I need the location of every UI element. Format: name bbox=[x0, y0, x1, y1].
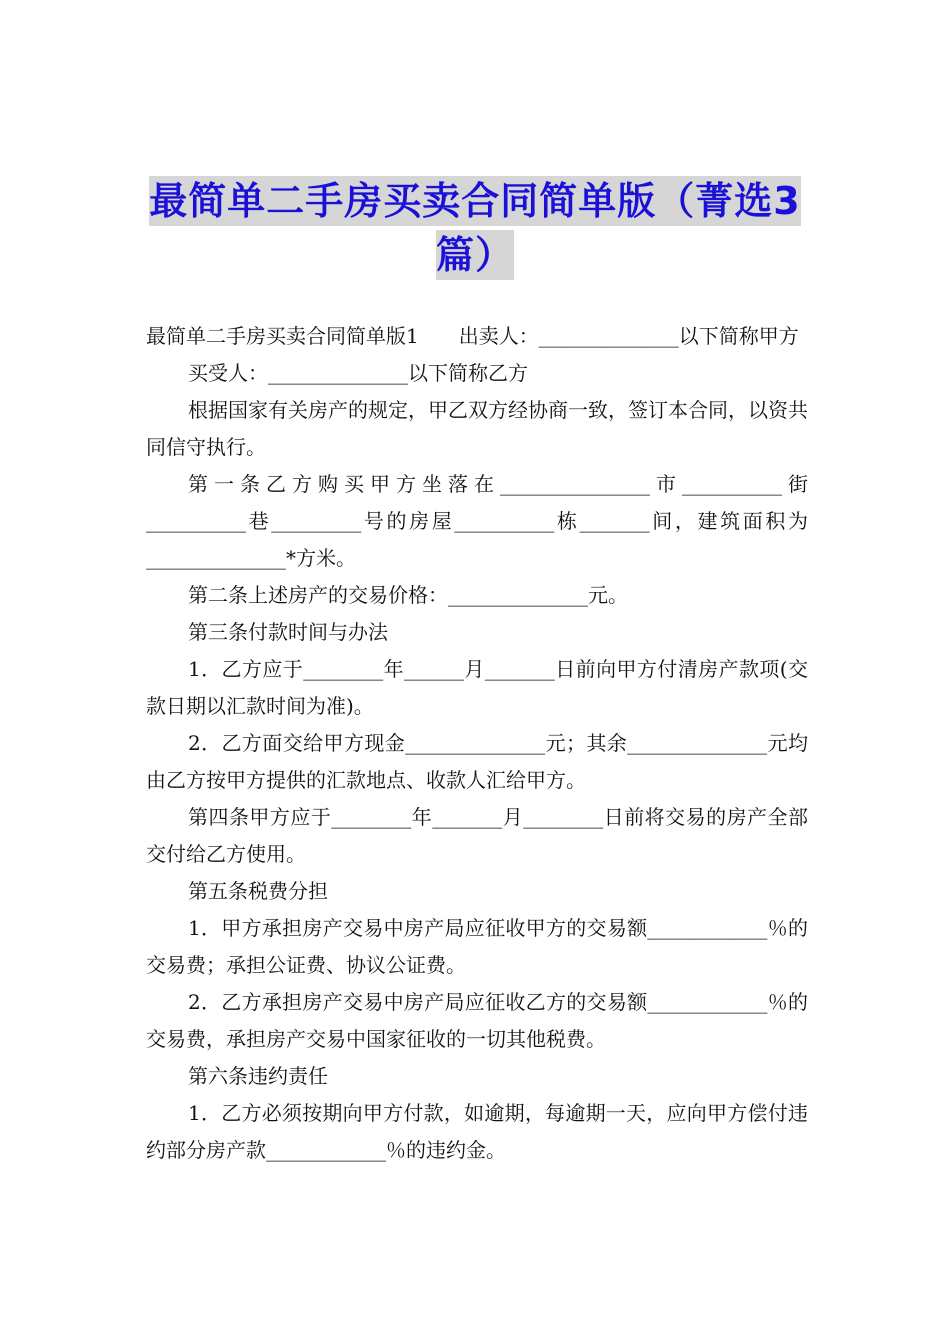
paragraph-buyer: 买受人：______________以下简称乙方 bbox=[188, 361, 528, 385]
document-title bbox=[0, 176, 950, 280]
paragraph-article-5-item-2: 2．乙方承担房产交易中房产局应征收乙方的交易额____________％的交易费，承担房产交易中国家征收的一切其他税费。 bbox=[146, 990, 808, 1051]
paragraph-article-3-item-1: 1．乙方应于________年______月_______日前向甲方付清房产款项(交款日期以汇款时间为准)。 bbox=[146, 657, 808, 718]
paragraph-article-3-item-2: 2．乙方面交给甲方现金______________元；其余______________元均由乙方按甲方提供的汇款地点、收款人汇给甲方。 bbox=[146, 731, 808, 792]
document-body bbox=[146, 318, 808, 1169]
paragraph-article-5-item-1: 1．甲方承担房产交易中房产局应征收甲方的交易额____________％的交易费；承担公证费、协议公证费。 bbox=[146, 916, 808, 977]
title-line-1: 最简单二手房买卖合同简单版（菁选3 bbox=[149, 176, 800, 226]
paragraph-article-6: 第六条违约责任 bbox=[188, 1064, 328, 1088]
paragraph-article-5: 第五条税费分担 bbox=[188, 879, 328, 903]
paragraph-preamble: 根据国家有关房产的规定，甲乙双方经协商一致，签订本合同，以资共同信守执行。 bbox=[146, 398, 808, 459]
paragraph-article-3: 第三条付款时间与办法 bbox=[188, 620, 388, 644]
paragraph-article-1: 第一条乙方购买甲方坐落在_______________市__________街__________巷_________号的房屋__________栋_______间，建筑面积为______________*方米。 bbox=[146, 472, 808, 570]
title-line-2: 篇） bbox=[436, 230, 514, 280]
paragraph-seller: 最简单二手房买卖合同简单版1 出卖人：______________以下简称甲方 bbox=[146, 324, 799, 348]
paragraph-article-6-item-1: 1．乙方必须按期向甲方付款，如逾期，每逾期一天，应向甲方偿付违约部分房产款____________％的违约金。 bbox=[146, 1101, 808, 1162]
paragraph-article-2: 第二条上述房产的交易价格：______________元。 bbox=[188, 583, 628, 607]
paragraph-article-4: 第四条甲方应于________年_______月________日前将交易的房产全部交付给乙方使用。 bbox=[146, 805, 808, 866]
